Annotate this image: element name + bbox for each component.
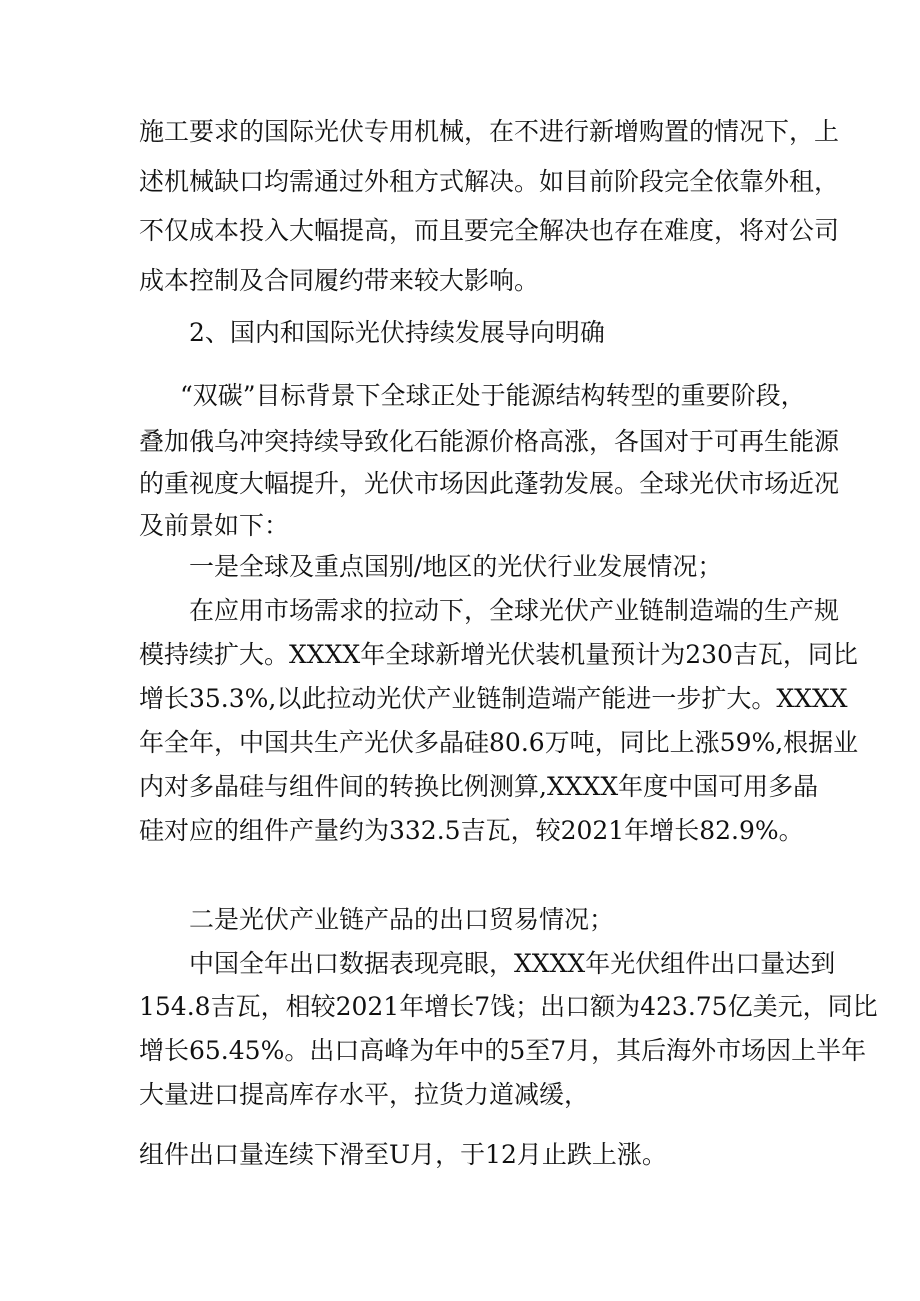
- text-line: 年全年，中国共生产光伏多晶硅80.6万吨，同比上涨59%,根据业: [139, 728, 859, 757]
- text-line: 模持续扩大。XXXX年全球新增光伏装机量预计为230吉瓦，同比: [139, 640, 858, 669]
- text-line: 施工要求的国际光伏专用机械，在不进行新增购置的情况下，上: [139, 117, 840, 146]
- text-line: 及前景如下：: [139, 511, 290, 540]
- text-line: 在应用市场需求的拉动下，全球光伏产业链制造端的生产规: [189, 596, 840, 625]
- text-line: 硅对应的组件产量约为332.5吉瓦，较2021年增长82.9%。: [139, 816, 804, 845]
- text-line: 叠加俄乌冲突持续导致化石能源价格高涨，各国对于可再生能源: [139, 427, 840, 456]
- text-line: 增长65.45%。出口高峰为年中的5至7月，其后海外市场因上半年: [139, 1036, 867, 1065]
- text-line: 组件出口量连续下滑至U月，于12月止跌上涨。: [139, 1140, 667, 1169]
- text-line: “双碳”目标背景下全球正处于能源结构转型的重要阶段，: [180, 381, 806, 410]
- text-line: 不仅成本投入大幅提高，而且要完全解决也存在难度，将对公司: [139, 216, 840, 245]
- text-line: 154.8吉瓦，相较2021年增长7饯；出口额为423.75亿美元，同比: [139, 992, 878, 1021]
- text-line: 内对多晶硅与组件间的转换比例测算,XXXX年度中国可用多晶: [139, 772, 819, 801]
- text-line: 中国全年出口数据表现亮眼，XXXX年光伏组件出口量达到: [189, 949, 836, 978]
- text-line: 的重视度大幅提升，光伏市场因此蓬勃发展。全球光伏市场近况: [139, 469, 840, 498]
- item-heading: 二是光伏产业链产品的出口贸易情况；: [189, 905, 615, 934]
- section-heading: 2、国内和国际光伏持续发展导向明确: [189, 318, 605, 347]
- text-line: 成本控制及合同履约带来较大影响。: [139, 266, 540, 295]
- text-line: 增长35.3%,以此拉动光伏产业链制造端产能进一步扩大。XXXX: [139, 684, 848, 713]
- text-line: 述机械缺口均需通过外租方式解决。如目前阶段完全依靠外租，: [139, 167, 840, 196]
- item-heading: 一是全球及重点国别/地区的光伏行业发展情况；: [189, 552, 723, 581]
- text-line: 大量进口提高库存水平，拉货力道减缓，: [139, 1080, 590, 1109]
